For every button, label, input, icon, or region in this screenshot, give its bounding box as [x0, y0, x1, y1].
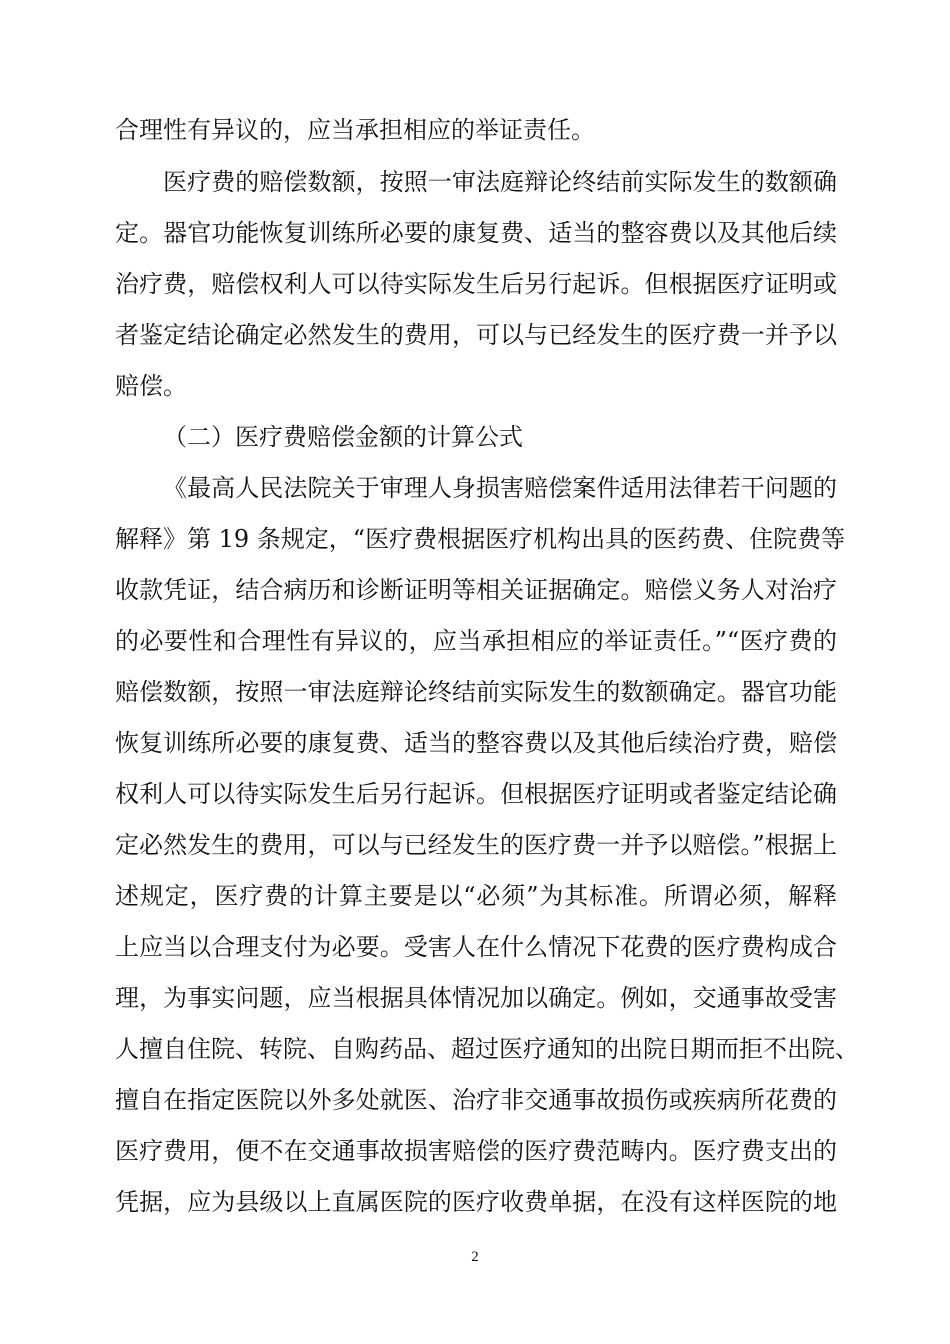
text-line: 定必然发生的费用，可以与已经发生的医疗费一并予以赔偿。”根据上 [115, 831, 837, 859]
text-line: 《最高人民法院关于审理人身损害赔偿案件适用法律若干问题的 [163, 474, 837, 502]
text-line: 赔偿数额，按照一审法庭辩论终结前实际发生的数额确定。器官功能 [115, 678, 837, 706]
text-line: 恢复训练所必要的康复费、适当的整容费以及其他后续治疗费，赔偿 [115, 729, 837, 757]
text-line: 治疗费，赔偿权利人可以待实际发生后另行起诉。但根据医疗证明或 [115, 270, 837, 298]
text-line: 赔偿。 [115, 372, 187, 400]
text-line: 医疗费的赔偿数额，按照一审法庭辩论终结前实际发生的数额确 [163, 168, 837, 196]
text-line: 擅自在指定医院以外多处就医、治疗非交通事故损伤或疾病所花费的 [115, 1086, 837, 1114]
text-line: 人擅自住院、转院、自购药品、超过医疗通知的出院日期而拒不出院、 [115, 1035, 859, 1063]
text-line: 定。器官功能恢复训练所必要的康复费、适当的整容费以及其他后续 [115, 219, 837, 247]
text-line: 收款凭证，结合病历和诊断证明等相关证据确定。赔偿义务人对治疗 [115, 576, 837, 604]
text-line: 医疗费用，便不在交通事故损害赔偿的医疗费范畴内。医疗费支出的 [115, 1137, 837, 1165]
text-line: 权利人可以待实际发生后另行起诉。但根据医疗证明或者鉴定结论确 [115, 780, 837, 808]
section-heading: （二）医疗费赔偿金额的计算公式 [163, 423, 523, 451]
text-line: 上应当以合理支付为必要。受害人在什么情况下花费的医疗费构成合 [115, 933, 837, 961]
text-line: 理，为事实问题，应当根据具体情况加以确定。例如，交通事故受害 [115, 984, 837, 1012]
text-line: 的必要性和合理性有异议的，应当承担相应的举证责任。”“医疗费的 [115, 627, 837, 655]
text-line: 解释》第 19 条规定，“医疗费根据医疗机构出具的医药费、住院费等 [115, 525, 846, 553]
text-line: 凭据，应为县级以上直属医院的医疗收费单据，在没有这样医院的地 [115, 1188, 837, 1216]
text-line: 合理性有异议的，应当承担相应的举证责任。 [115, 116, 595, 144]
page-number: 2 [471, 1249, 479, 1265]
text-line: 者鉴定结论确定必然发生的费用，可以与已经发生的医疗费一并予以 [115, 321, 837, 349]
text-line: 述规定，医疗费的计算主要是以“必须”为其标准。所谓必须，解释 [115, 882, 837, 910]
